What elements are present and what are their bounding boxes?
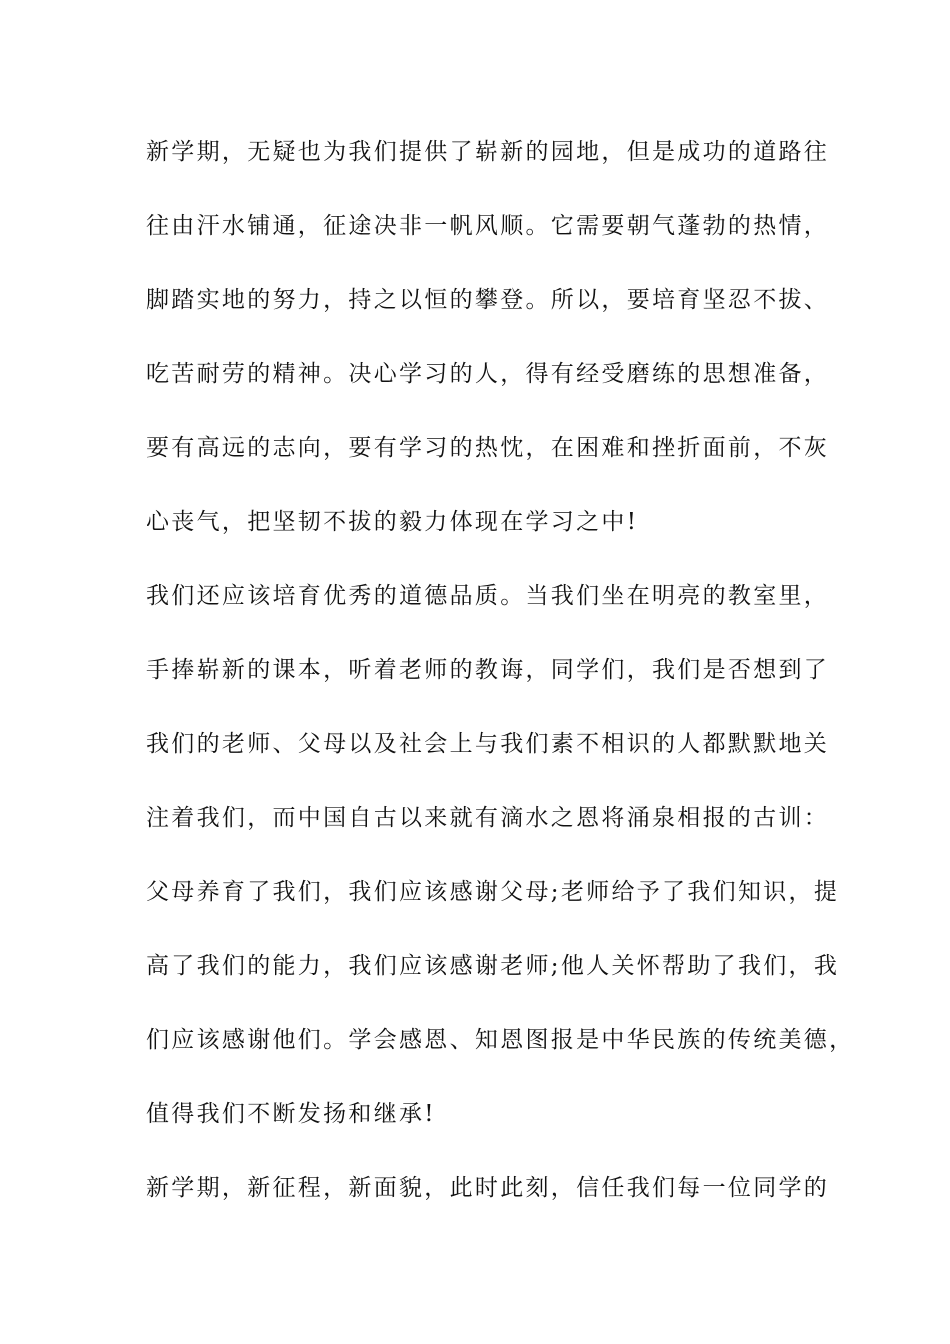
text-line: 我们还应该培育优秀的道德品质。当我们坐在明亮的教室里， (146, 583, 830, 609)
text-line: 父母养育了我们，我们应该感谢父母;老师给予了我们知识，提 (146, 879, 840, 905)
text-line: 我们的老师、父母以及社会上与我们素不相识的人都默默地关 (146, 731, 830, 757)
text-line: 心丧气，把坚韧不拔的毅力体现在学习之中! (146, 509, 639, 535)
text-line: 注着我们，而中国自古以来就有滴水之恩将涌泉相报的古训： (146, 805, 830, 831)
text-line: 们应该感谢他们。学会感恩、知恩图报是中华民族的传统美德， (146, 1027, 855, 1053)
text-line: 脚踏实地的努力，持之以恒的攀登。所以，要培育坚忍不拔、 (146, 287, 830, 313)
text-line: 吃苦耐劳的精神。决心学习的人，得有经受磨练的思想准备， (146, 361, 830, 387)
text-line: 手捧崭新的课本，听着老师的教诲，同学们，我们是否想到了 (146, 657, 830, 683)
text-line: 新学期，新征程，新面貌，此时此刻，信任我们每一位同学的 (146, 1175, 830, 1201)
text-line: 高了我们的能力，我们应该感谢老师;他人关怀帮助了我们，我 (146, 953, 840, 979)
text-line: 往由汗水铺通，征途决非一帆风顺。它需要朝气蓬勃的热情， (146, 213, 830, 239)
text-line: 新学期，无疑也为我们提供了崭新的园地，但是成功的道路往 (146, 139, 830, 165)
text-line: 值得我们不断发扬和继承! (146, 1101, 436, 1127)
text-line: 要有高远的志向，要有学习的热忱，在困难和挫折面前，不灰 (146, 435, 830, 461)
